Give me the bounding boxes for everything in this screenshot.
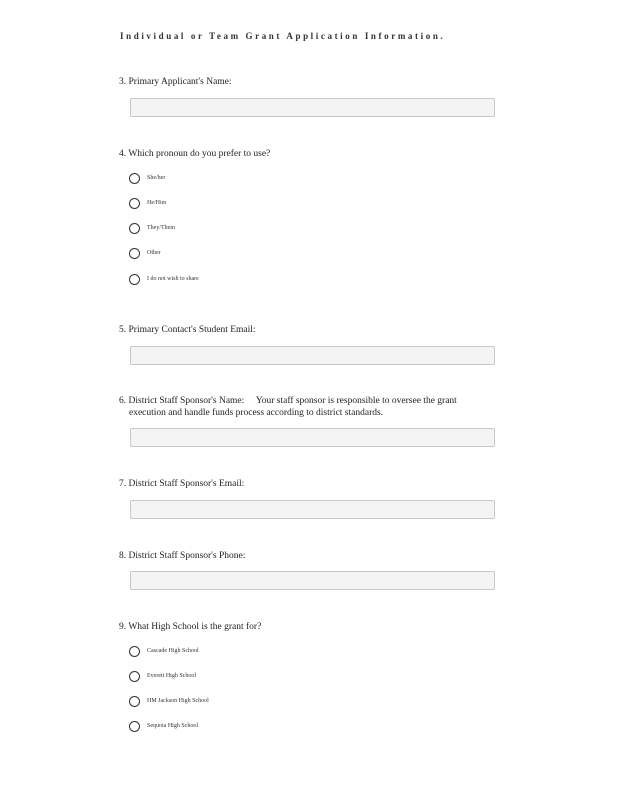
pronoun-option-he[interactable] [129,197,166,209]
q8-label: 8. District Staff Sponsor's Phone: [119,551,246,561]
q5-label: 5. Primary Contact's Student Email: [119,325,256,335]
radio-label: Other [147,250,161,256]
q6-note-line2: execution and handle funds process according to district standards. [129,408,384,418]
radio-label: Sequoia High School [147,723,198,729]
school-option-everett[interactable] [129,670,196,682]
radio-label: Cascade High School [147,648,199,654]
primary-applicant-name-input[interactable] [130,98,495,117]
radio-label: I do not wish to share [147,276,199,282]
radio-label: They/Them [147,225,175,231]
radio-button[interactable] [129,223,140,234]
school-option-jackson[interactable] [129,695,209,707]
section-title: Individual or Team Grant Application Information. [120,31,446,41]
radio-button[interactable] [129,274,140,285]
radio-button[interactable] [129,696,140,707]
radio-button[interactable] [129,646,140,657]
radio-label: He/Him [147,200,167,206]
q6-note-line1: Your staff sponsor is responsible to oversee the grant [255,396,457,406]
q3-label: 3. Primary Applicant's Name: [119,77,232,87]
radio-button[interactable] [129,721,140,732]
pronoun-option-she[interactable] [129,172,165,184]
staff-sponsor-email-input[interactable] [130,500,495,519]
school-option-sequoia[interactable] [129,720,198,732]
pronoun-option-they[interactable] [129,222,175,234]
q6-label-block [119,395,457,419]
primary-contact-email-input[interactable] [130,346,495,365]
q6-label: 6. District Staff Sponsor's Name: [119,396,245,406]
radio-label: Everett High School [147,673,196,679]
staff-sponsor-phone-input[interactable] [130,571,495,590]
radio-label: She/her [147,175,166,181]
radio-button[interactable] [129,671,140,682]
pronoun-option-other[interactable] [129,247,161,259]
q7-label: 7. District Staff Sponsor's Email: [119,479,245,489]
staff-sponsor-name-input[interactable] [130,428,495,447]
radio-button[interactable] [129,248,140,259]
q9-label: 9. What High School is the grant for? [119,622,262,632]
school-option-cascade[interactable] [129,645,199,657]
radio-button[interactable] [129,198,140,209]
q4-label: 4. Which pronoun do you prefer to use? [119,149,271,159]
pronoun-option-no-share[interactable] [129,273,199,285]
radio-label: HM Jackson High School [147,698,209,704]
radio-button[interactable] [129,173,140,184]
